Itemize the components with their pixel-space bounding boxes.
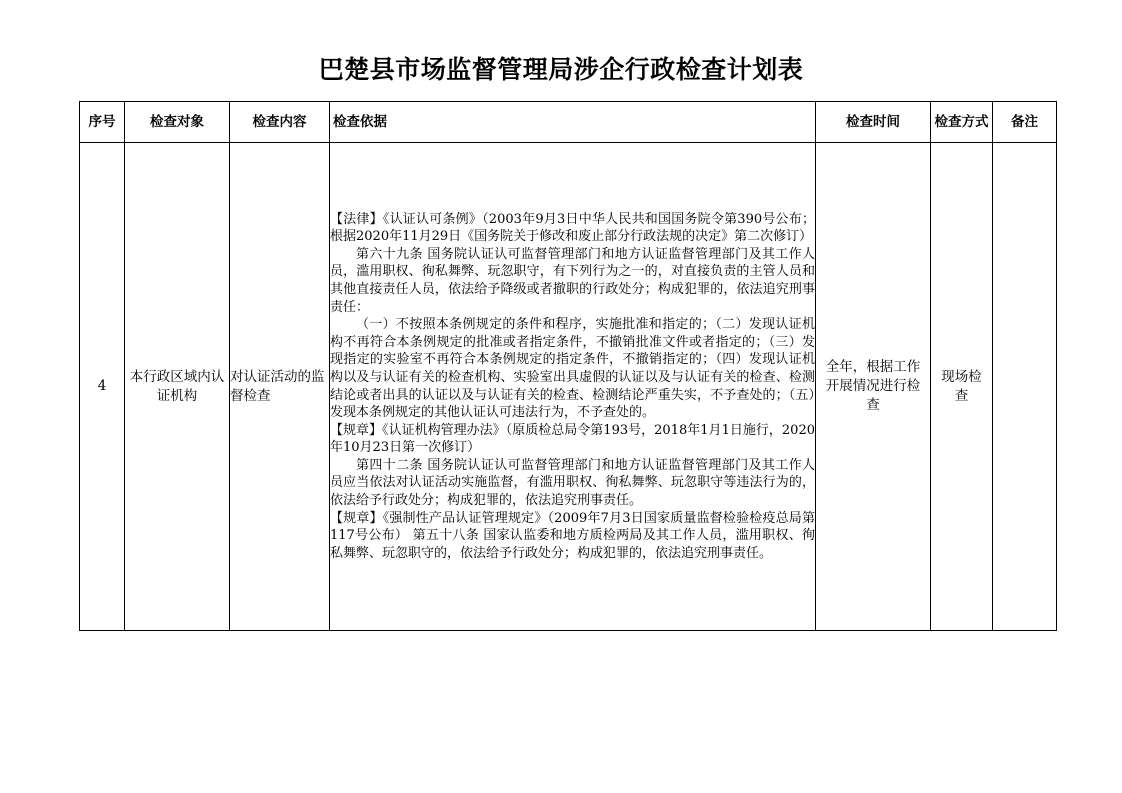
basis-article-69: 第六十九条 国务院认证认可监督管理部门和地方认证监督管理部门及其工作人员，滥用职权、徇私舞弊、玩忽职守，有下列行为之一的，对直接负责的主管人员和其他直接责任人员，依法给予降级或者撤职的行政处分；构成犯罪的，依法追究刑事责任： (330, 246, 815, 315)
header-method: 检查方式 (931, 102, 993, 143)
cell-basis (330, 143, 816, 631)
cell-time: 全年，根据工作开展情况进行检查 (816, 143, 931, 631)
basis-law-citation: 【法律】《认证认可条例》（2003年9月3日中华人民共和国国务院令第390号公布；根据2020年11月29日《国务院关于修改和废止部分行政法规的决定》第二次修订） (330, 211, 815, 245)
header-time: 检查时间 (816, 102, 931, 143)
cell-remark (993, 143, 1057, 631)
cell-method: 现场检查 (931, 143, 993, 631)
header-basis: 检查依据 (330, 102, 816, 143)
table-row (80, 143, 1057, 631)
header-content: 检查内容 (230, 102, 330, 143)
basis-article-42: 第四十二条 国务院认证认可监督管理部门和地方认证监督管理部门及其工作人员应当依法对认证活动实施监督，有滥用职权、徇私舞弊、玩忽职守等违法行为的，依法给予行政处分；构成犯罪的，依法追究刑事责任。 (330, 457, 815, 509)
inspection-plan-table (79, 101, 1057, 631)
header-object: 检查对象 (125, 102, 230, 143)
basis-article-69-items: （一）不按照本条例规定的条件和程序，实施批准和指定的；（二）发现认证机构不再符合本条例规定的批准或者指定条件，不撤销批准文件或者指定的；（三）发现指定的实验室不再符合本条例规定的指定条件，不撤销指定的；（四）发现认证机构以及与认证有关的检查机构、实验室出具虚假的认证以及与认证有关的检查、检测结论或者出具的认证以及与认证有关的检查、检测结论严重失实，不予查处的；（五）发现本条例规定的其他认证认可违法行为，不予查处的。 (330, 317, 815, 421)
basis-regulation-citation: 【规章】《认证机构管理办法》（原质检总局令第193号，2018年1月1日施行，2020年10月23日第一次修订） (330, 422, 815, 456)
cell-object: 本行政区域内认证机构 (125, 143, 230, 631)
cell-seq: 4 (80, 143, 125, 631)
table-header-row (80, 102, 1057, 143)
page-title: 巴楚县市场监督管理局涉企行政检查计划表 (318, 55, 804, 84)
cell-content: 对认证活动的监督检查 (230, 143, 330, 631)
header-seq: 序号 (80, 102, 125, 143)
header-remark: 备注 (993, 102, 1057, 143)
basis-compulsory-cert-regulation: 【规章】《强制性产品认证管理规定》（2009年7月3日国家质量监督检验检疫总局第117号公布） 第五十八条 国家认监委和地方质检两局及其工作人员，滥用职权、徇私舞弊、玩忽职守的，依法给予行政处分；构成犯罪的，依法追究刑事责任。 (330, 510, 815, 561)
